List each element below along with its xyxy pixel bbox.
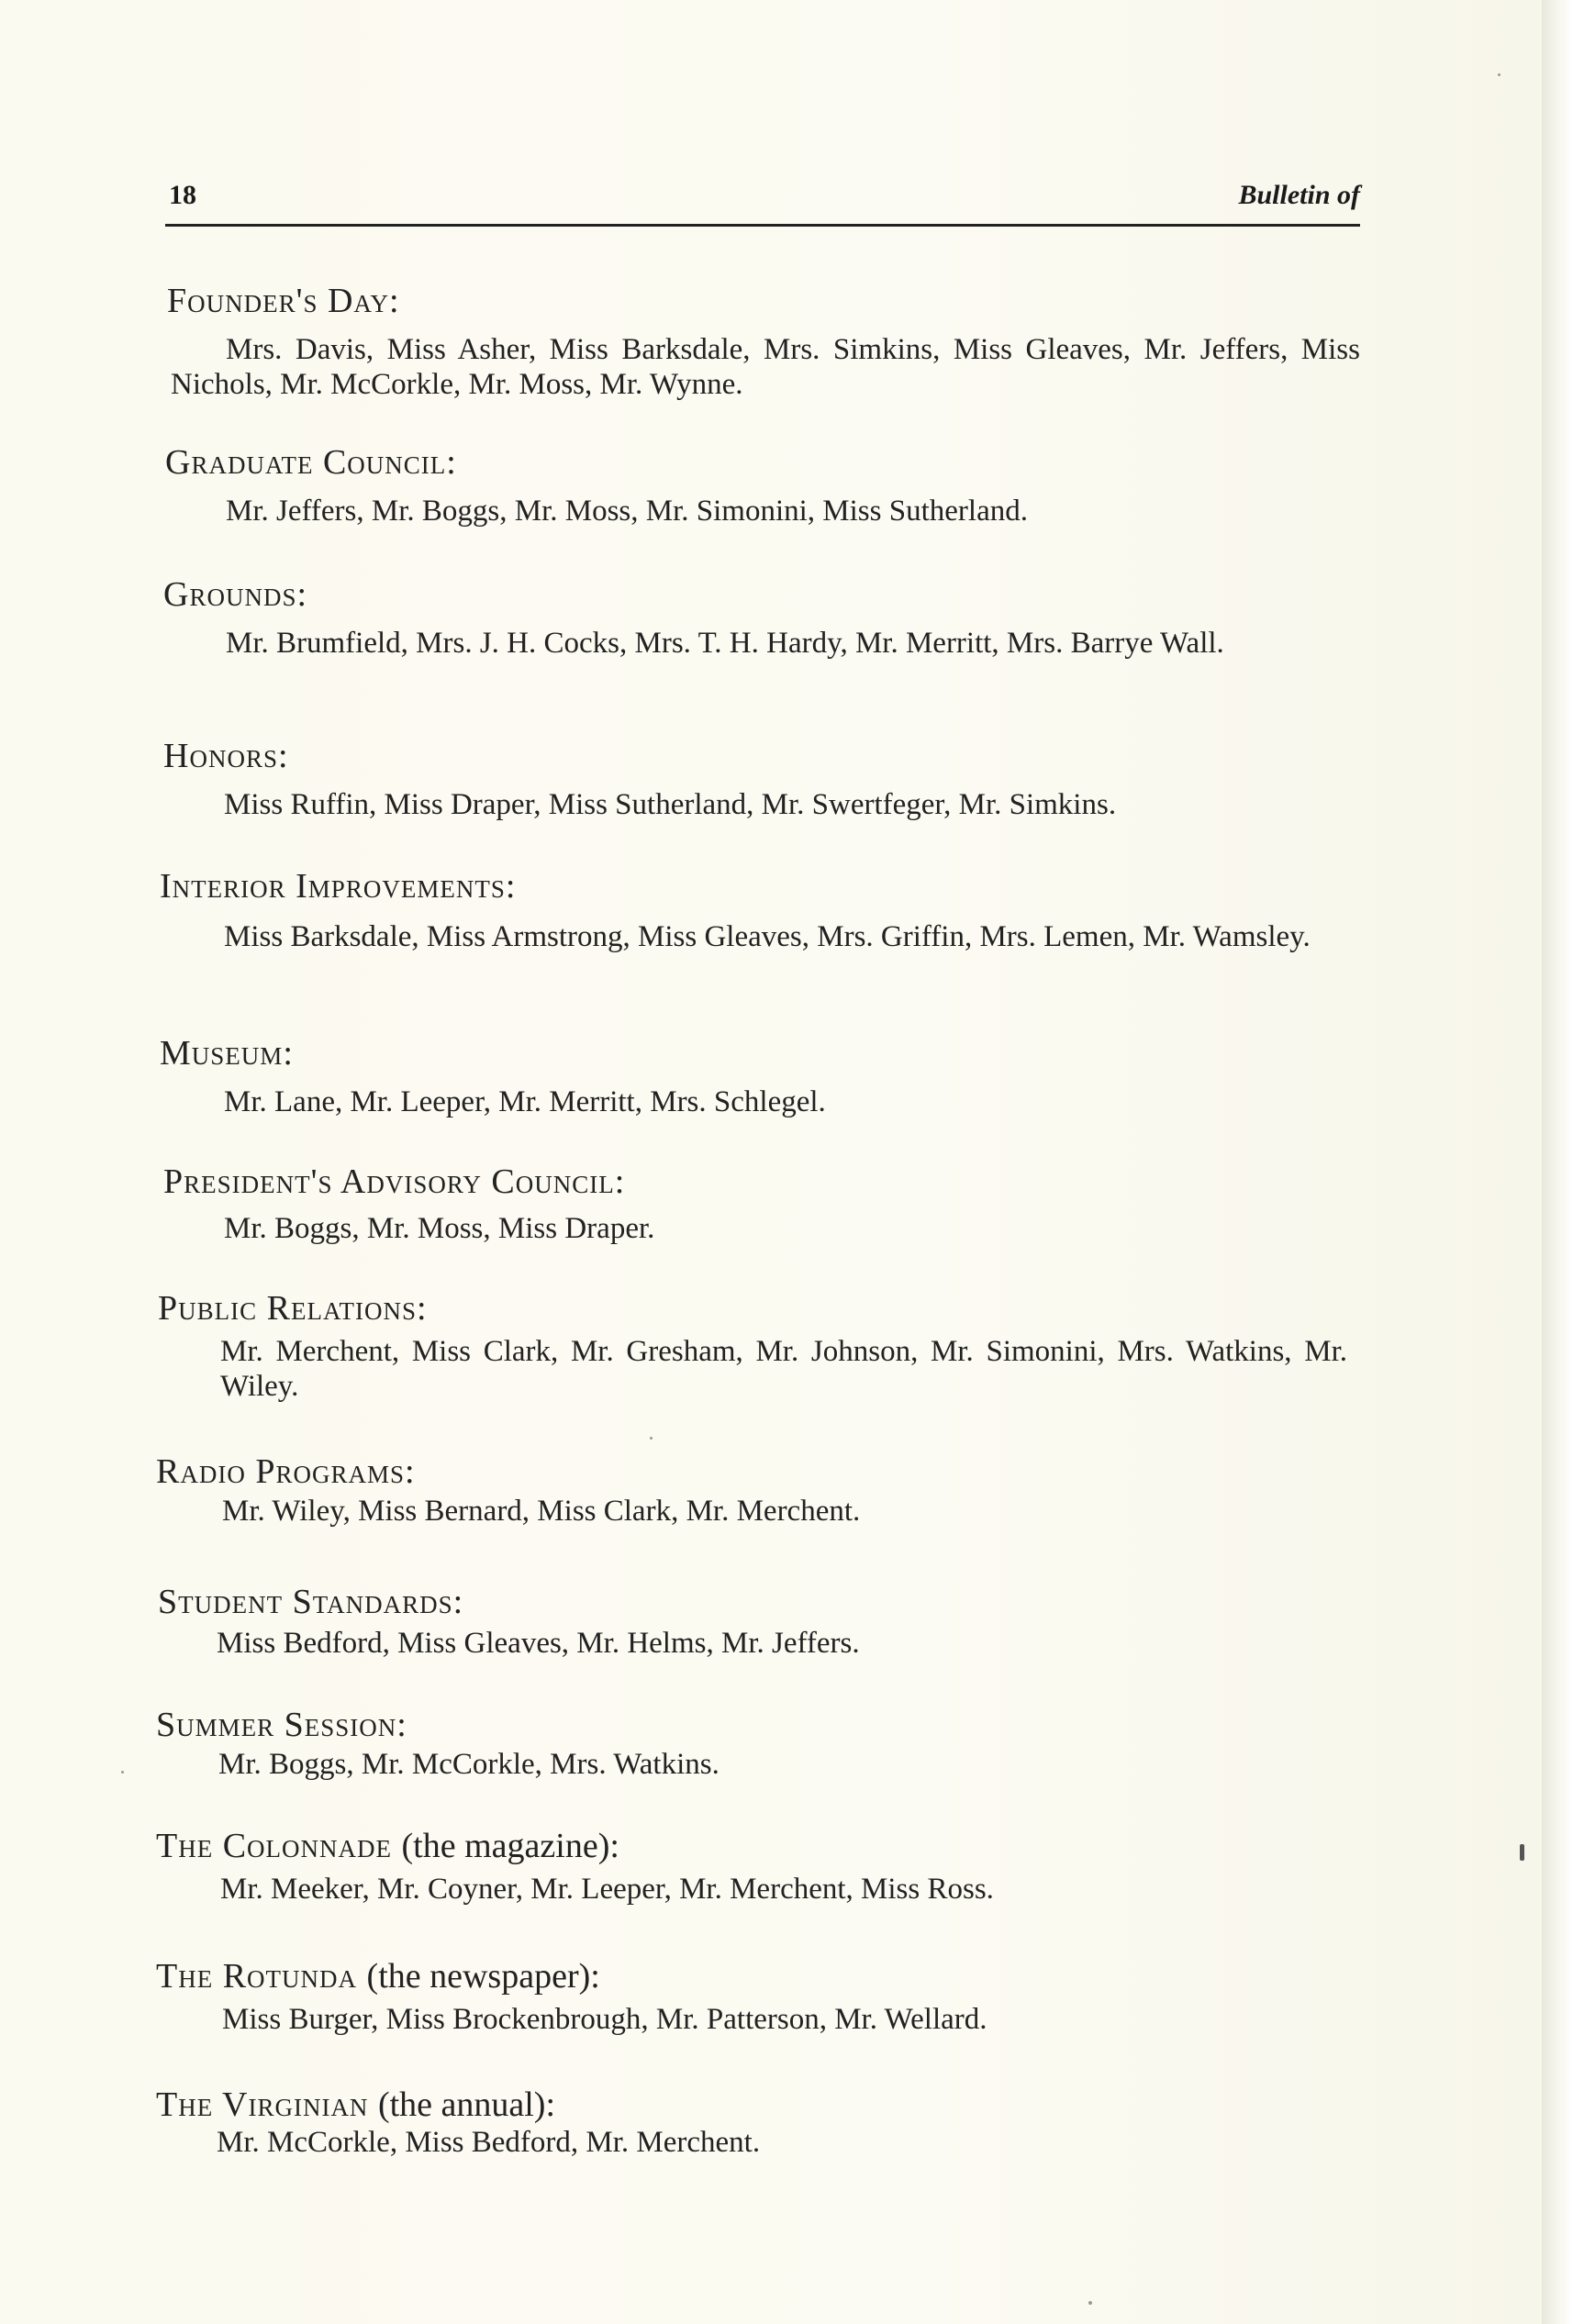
committee-name: Summer Session bbox=[156, 1706, 397, 1744]
committee-members: Mr. Brumfield, Mrs. J. H. Cocks, Mrs. T. H. Hardy, Mr. Merritt, Mrs. Barrye Wall. bbox=[226, 627, 1224, 660]
committee-members: Mr. McCorkle, Miss Bedford, Mr. Merchent. bbox=[217, 2126, 761, 2159]
page-edge bbox=[1542, 0, 1573, 2324]
committee-heading bbox=[156, 2085, 556, 2125]
committee-name: President's Advisory Council bbox=[163, 1162, 615, 1201]
committee-colon: : bbox=[277, 737, 289, 775]
committee-members: Mr. Lane, Mr. Leeper, Mr. Merritt, Mrs. Schlegel. bbox=[224, 1085, 826, 1118]
committee-members: Mr. Wiley, Miss Bernard, Miss Clark, Mr. Merchent. bbox=[222, 1495, 861, 1528]
committee-heading bbox=[160, 1033, 294, 1073]
committee-name: Public Relations bbox=[158, 1289, 417, 1328]
committee-colon: : bbox=[614, 1162, 626, 1201]
committee-members: Miss Ruffin, Miss Draper, Miss Sutherland, Mr. Swertfeger, Mr. Simkins. bbox=[224, 788, 1117, 821]
paper-speck bbox=[1498, 73, 1500, 76]
paper-speck bbox=[121, 1771, 124, 1774]
paper-speck bbox=[650, 1437, 653, 1440]
committee-colon: : bbox=[416, 1289, 428, 1328]
committee-members: Mr. Merchent, Miss Clark, Mr. Gresham, Mr. Johnson, Mr. Simonini, Mrs. Watkins, Mr. Wiley. bbox=[220, 1335, 1347, 1403]
committee-colon: : bbox=[388, 282, 400, 320]
committee-name: Honors bbox=[163, 737, 278, 775]
committee-note: (the magazine) bbox=[401, 1827, 610, 1865]
committee-heading bbox=[167, 281, 400, 321]
committee-colon: : bbox=[446, 443, 457, 482]
committee-note: (the newspaper) bbox=[366, 1957, 591, 1996]
committee-colon: : bbox=[396, 1706, 407, 1744]
committee-members: Mr. Meeker, Mr. Coyner, Mr. Leeper, Mr. Merchent, Miss Ross. bbox=[220, 1873, 994, 1906]
committee-colon: : bbox=[283, 1034, 294, 1073]
paper-speck bbox=[1088, 2301, 1092, 2305]
committee-colon: : bbox=[452, 1583, 464, 1621]
committee-colon: : bbox=[590, 1957, 601, 1996]
committee-name: Graduate Council bbox=[165, 443, 447, 482]
committee-members: Mrs. Davis, Miss Asher, Miss Barksdale, Mrs. Simkins, Miss Gleaves, Mr. Jeffers, Miss Nichols, Mr. McCorkle, Mr. Moss, Mr. Wynne. bbox=[171, 333, 1360, 401]
committee-name: Interior Improvements bbox=[160, 867, 506, 906]
committee-members: Mr. Boggs, Mr. McCorkle, Mrs. Watkins. bbox=[218, 1748, 720, 1781]
page-number: 18 bbox=[169, 180, 196, 210]
committee-colon: : bbox=[505, 867, 517, 906]
committee-name: The Virginian bbox=[156, 2085, 369, 2124]
committee-name: The Colonnade bbox=[156, 1827, 393, 1865]
committee-heading bbox=[156, 1826, 620, 1866]
committee-colon: : bbox=[545, 2085, 557, 2124]
paper-mark bbox=[1520, 1844, 1524, 1861]
committee-members: Mr. Boggs, Mr. Moss, Miss Draper. bbox=[224, 1212, 655, 1245]
committee-name: Museum bbox=[160, 1034, 284, 1073]
committee-members: Miss Barksdale, Miss Armstrong, Miss Gleaves, Mrs. Griffin, Mrs. Lemen, Mr. Wamsley. bbox=[224, 920, 1311, 953]
committee-colon: : bbox=[609, 1827, 620, 1865]
committee-heading bbox=[158, 1582, 463, 1622]
committee-members: Mr. Jeffers, Mr. Boggs, Mr. Moss, Mr. Simonini, Miss Sutherland. bbox=[226, 495, 1028, 528]
committee-heading bbox=[163, 1162, 625, 1202]
committee-members: Miss Burger, Miss Brockenbrough, Mr. Patterson, Mr. Wellard. bbox=[222, 2003, 987, 2036]
committee-heading bbox=[165, 442, 457, 483]
committee-name: The Rotunda bbox=[156, 1957, 358, 1996]
committee-name: Student Standards bbox=[158, 1583, 453, 1621]
committee-heading bbox=[163, 736, 289, 776]
committee-colon: : bbox=[296, 575, 308, 614]
committee-heading bbox=[156, 1451, 416, 1492]
committee-heading bbox=[160, 866, 516, 906]
committee-heading bbox=[156, 1705, 407, 1745]
committee-colon: : bbox=[405, 1452, 416, 1491]
committee-members: Miss Bedford, Miss Gleaves, Mr. Helms, Mr. Jeffers. bbox=[217, 1627, 860, 1660]
committee-name: Founder's Day bbox=[167, 282, 389, 320]
committee-name: Radio Programs bbox=[156, 1452, 406, 1491]
committee-heading bbox=[163, 574, 307, 615]
committee-heading bbox=[156, 1956, 601, 1996]
committee-note: (the annual) bbox=[377, 2085, 546, 2124]
committee-heading bbox=[158, 1288, 428, 1329]
committee-name: Grounds bbox=[163, 575, 297, 614]
page-header bbox=[165, 180, 1360, 227]
running-head: Bulletin of bbox=[1238, 180, 1360, 210]
